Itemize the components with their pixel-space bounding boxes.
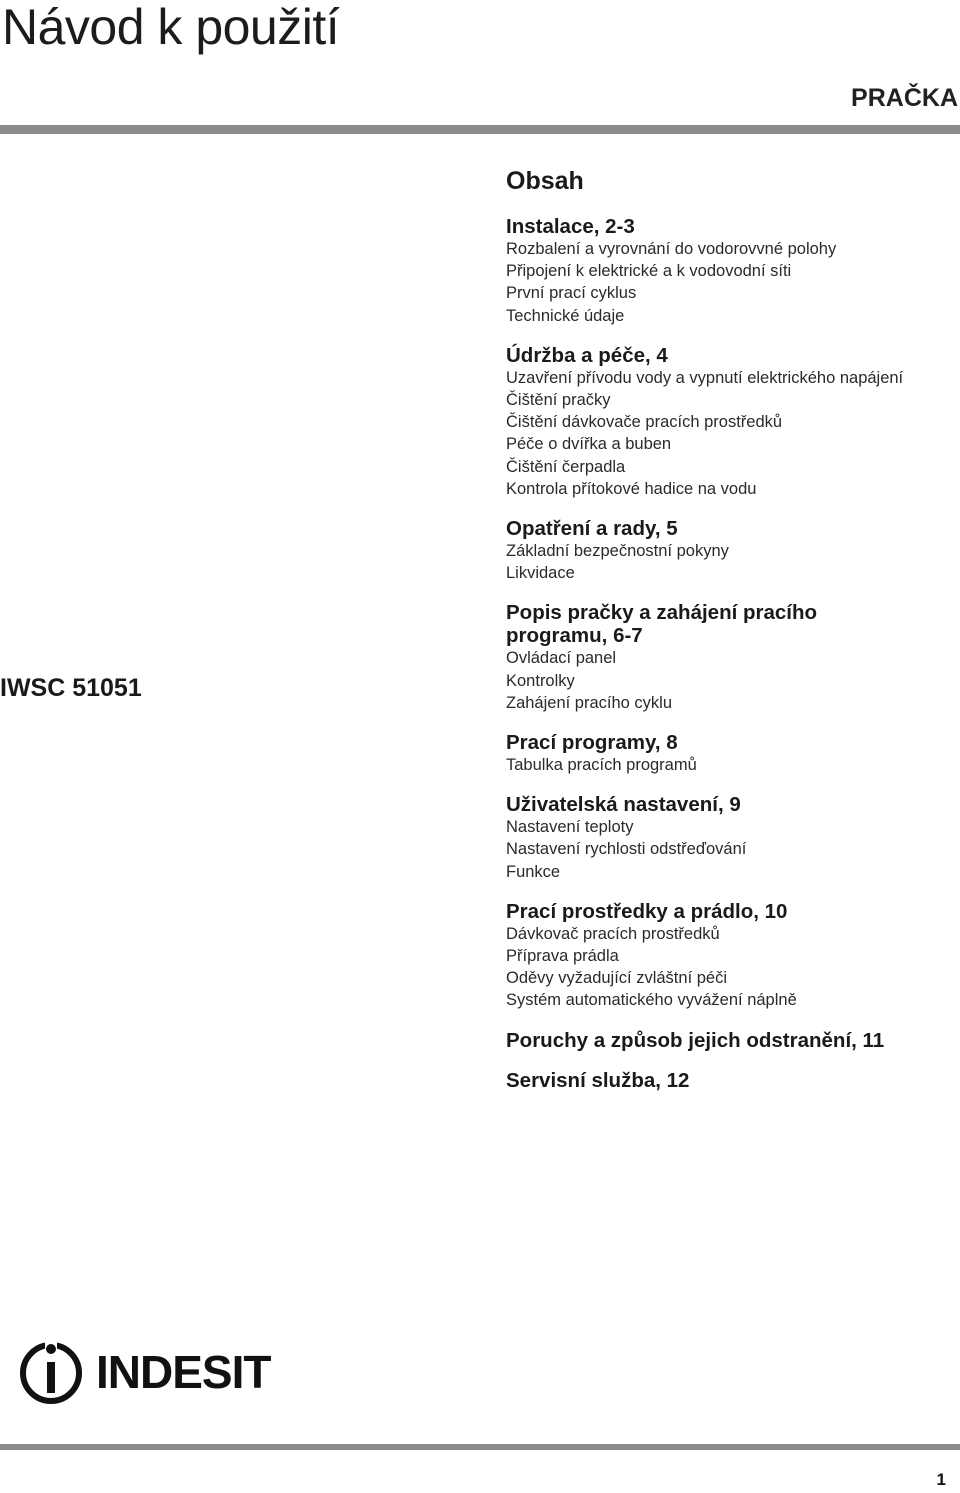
toc-item[interactable]: Tabulka pracích programů	[506, 756, 697, 775]
toc-item[interactable]: Dávkovač pracích prostředků	[506, 924, 720, 943]
toc-section-udrzba	[506, 344, 956, 500]
toc-section-poruchy	[506, 1029, 956, 1052]
model-number: IWSC 51051	[0, 674, 142, 702]
toc-item[interactable]: První prací cyklus	[506, 284, 637, 303]
toc-item[interactable]: Příprava prádla	[506, 947, 619, 966]
toc-section-title[interactable]: Údržba a péče, 4	[506, 343, 668, 367]
toc-section-title[interactable]: Opatření a rady, 5	[506, 517, 678, 541]
toc-section-title[interactable]: Uživatelská nastavení, 9	[506, 793, 741, 817]
toc-section-title[interactable]: Instalace, 2-3	[506, 215, 635, 238]
toc-section-popis	[506, 601, 956, 714]
toc-item[interactable]: Technické údaje	[506, 306, 625, 325]
toc-item[interactable]: Čištění pračky	[506, 391, 611, 410]
toc-section-nastaveni	[506, 793, 956, 883]
toc-section-title[interactable]: Servisní služba, 12	[506, 1068, 690, 1092]
page-number: 1	[936, 1470, 946, 1489]
indesit-logo	[18, 1338, 288, 1408]
toc-item[interactable]: Kontrola přítokové hadice na vodu	[506, 479, 757, 498]
toc-section-title-line1[interactable]: Popis pračky a zahájení pracího	[506, 601, 818, 625]
toc-section-programy	[506, 731, 956, 776]
toc-item[interactable]: Připojení k elektrické a k vodovodní síti	[506, 262, 792, 281]
toc-item[interactable]: Uzavření přívodu vody a vypnutí elektrického napájení	[506, 368, 904, 387]
toc-section-title[interactable]: Prací prostředky a prádlo, 10	[506, 899, 788, 923]
toc-section-servis	[506, 1069, 956, 1092]
toc-item[interactable]: Nastavení teploty	[506, 818, 634, 837]
toc-section-title[interactable]: Prací programy, 8	[506, 731, 678, 755]
toc-item[interactable]: Funkce	[506, 862, 561, 881]
toc-item[interactable]: Ovládací panel	[506, 649, 617, 668]
indesit-logo-icon	[18, 1340, 84, 1406]
toc-item[interactable]: Čištění dávkovače pracích prostředků	[506, 413, 783, 432]
toc-item[interactable]: Nastavení rychlosti odstřeďování	[506, 840, 747, 859]
toc-item[interactable]: Základní bezpečnostní pokyny	[506, 542, 729, 561]
toc-item[interactable]: Rozbalení a vyrovnání do vodorovvné polohy	[506, 240, 837, 258]
toc-item[interactable]: Likvidace	[506, 564, 575, 583]
toc-heading: Obsah	[506, 167, 584, 195]
toc-section-instalace	[506, 215, 956, 327]
table-of-contents	[506, 163, 956, 1109]
toc-item[interactable]: Systém automatického vyvážení náplně	[506, 991, 797, 1010]
toc-item[interactable]: Oděvy vyžadující zvláštní péči	[506, 969, 728, 988]
bottom-divider	[0, 1444, 960, 1450]
product-label: PRAČKA	[851, 84, 958, 112]
document-title: Návod k použití	[2, 0, 340, 55]
top-divider	[0, 125, 960, 134]
toc-section-prostredky	[506, 900, 956, 1012]
toc-item[interactable]: Čištění čerpadla	[506, 457, 626, 476]
toc-section-title[interactable]: Poruchy a způsob jejich odstranění, 11	[506, 1028, 885, 1052]
toc-section-title-line2[interactable]: programu, 6-7	[506, 624, 643, 648]
toc-item[interactable]: Péče o dvířka a buben	[506, 435, 672, 454]
toc-item[interactable]: Zahájení pracího cyklu	[506, 693, 673, 712]
toc-section-opatreni	[506, 517, 956, 584]
logo-wordmark: INDESIT	[96, 1346, 271, 1398]
toc-item[interactable]: Kontrolky	[506, 671, 575, 690]
